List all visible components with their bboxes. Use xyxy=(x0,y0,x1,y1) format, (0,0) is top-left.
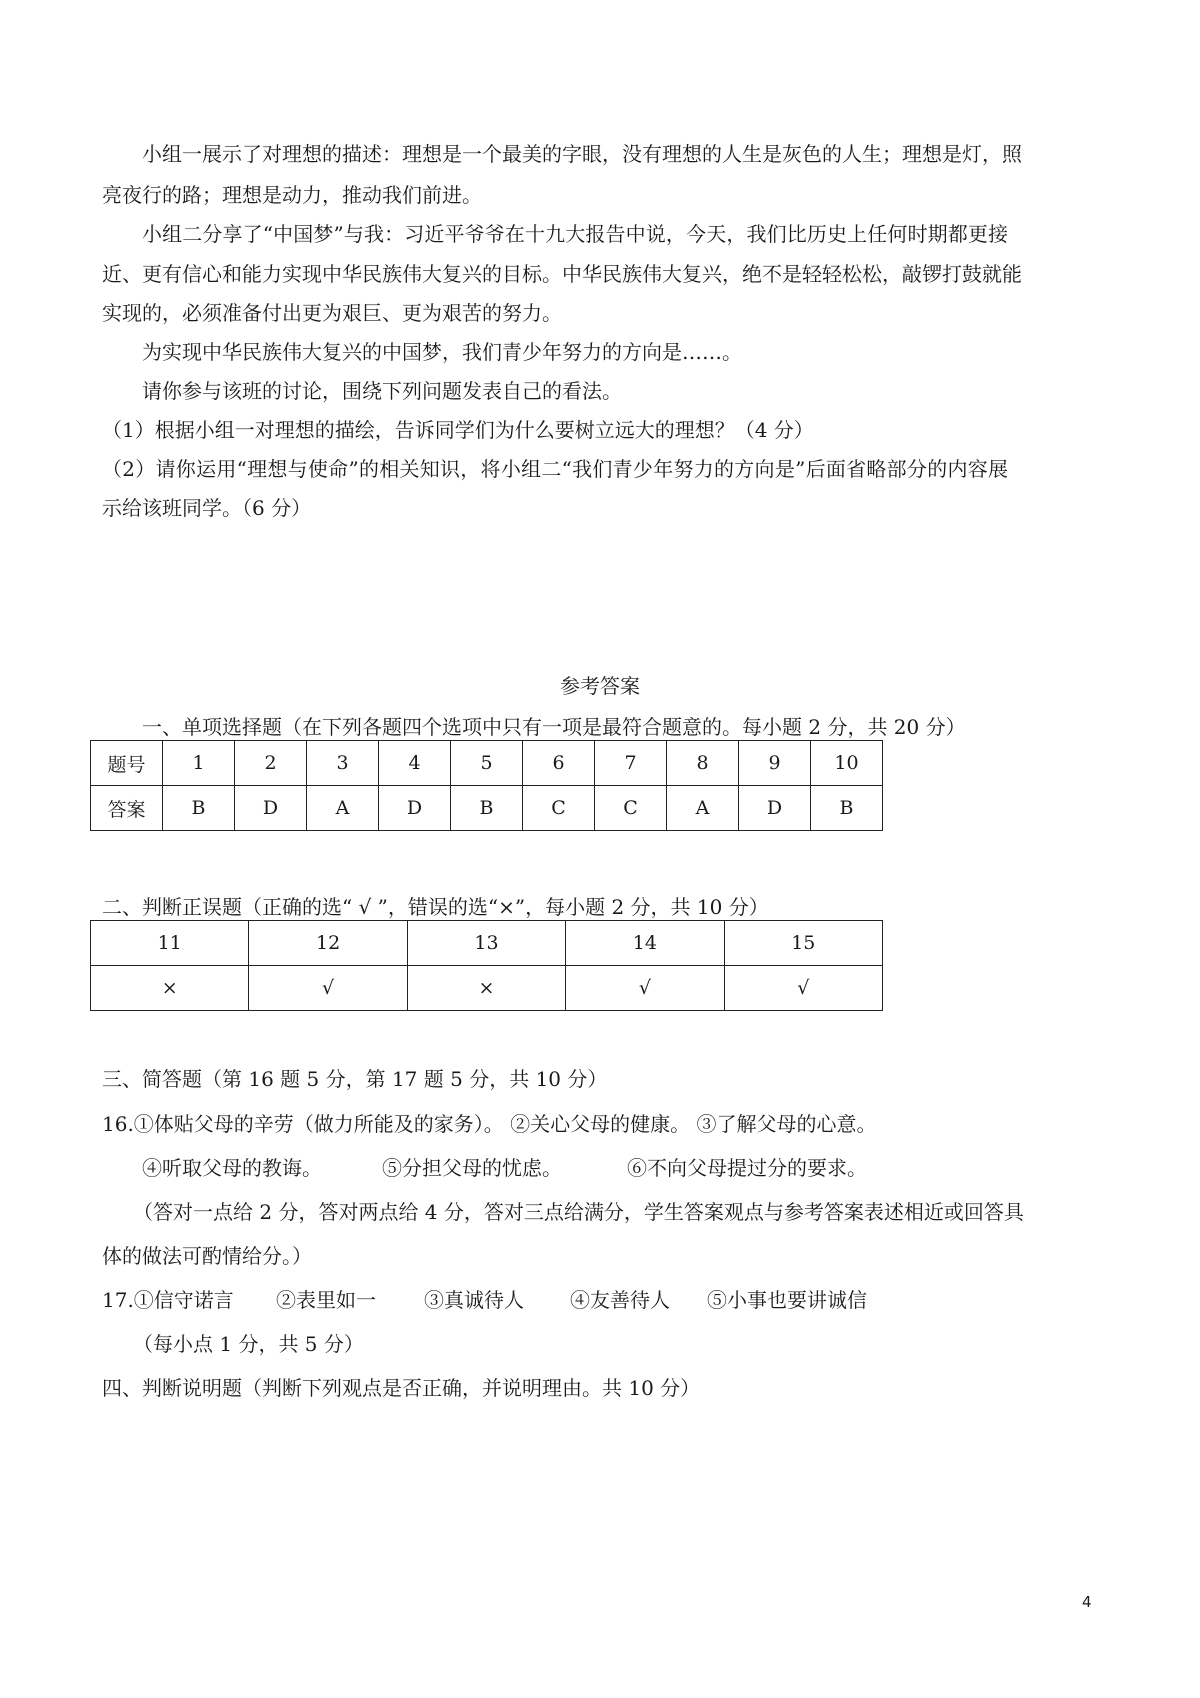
question-number-cell: 8 xyxy=(667,741,739,786)
section4-heading: 四、判断说明题（判断下列观点是否正确，并说明理由。共 10 分） xyxy=(102,1376,701,1400)
answer-17-item1: 17.①信守诺言 xyxy=(102,1288,234,1312)
answer-key-title: 参考答案 xyxy=(560,674,640,698)
question-number-cell: 10 xyxy=(811,741,883,786)
answer-cell: × xyxy=(407,966,565,1011)
answer-16-line1: 16.①体贴父母的辛劳（做力所能及的家务）。 ②关心父母的健康。 ③了解父母的心意。 xyxy=(102,1112,877,1136)
passage-p1-line2: 亮夜行的路；理想是动力，推动我们前进。 xyxy=(102,183,482,207)
passage-p1-line1: 小组一展示了对理想的描述：理想是一个最美的字眼，没有理想的人生是灰色的人生；理想是灯，照 xyxy=(142,142,1022,166)
answer-16-item4: ④听取父母的教诲。 xyxy=(142,1156,322,1180)
question-number-cell: 15 xyxy=(724,921,882,966)
question-number-cell: 2 xyxy=(235,741,307,786)
answer-cell: B xyxy=(163,786,235,831)
answer-16-item5: ⑤分担父母的忧虑。 xyxy=(382,1156,562,1180)
answer-cell: D xyxy=(235,786,307,831)
answer-17-note: （每小点 1 分，共 5 分） xyxy=(133,1332,364,1356)
table-row-answers xyxy=(91,786,883,831)
answer-17-item4: ④友善待人 xyxy=(570,1288,670,1312)
answer-16-note-line2: 体的做法可酌情给分。） xyxy=(102,1244,312,1268)
answer-cell: B xyxy=(451,786,523,831)
question-number-cell: 9 xyxy=(739,741,811,786)
table-row-answers xyxy=(91,966,883,1011)
answer-cell: D xyxy=(379,786,451,831)
passage-p2-line1: 小组二分享了“中国梦”与我：习近平爷爷在十九大报告中说，今天，我们比历史上任何时期都更接 xyxy=(142,222,1008,246)
answer-cell: √ xyxy=(566,966,724,1011)
question-number-cell: 4 xyxy=(379,741,451,786)
question-number-cell: 7 xyxy=(595,741,667,786)
answer-cell: C xyxy=(595,786,667,831)
section3-heading: 三、简答题（第 16 题 5 分，第 17 题 5 分，共 10 分） xyxy=(102,1067,608,1091)
answer-17-item2: ②表里如一 xyxy=(276,1288,376,1312)
passage-p2-line3: 实现的，必须准备付出更为艰巨、更为艰苦的努力。 xyxy=(102,301,562,325)
answer-17-item5: ⑤小事也要讲诚信 xyxy=(707,1288,867,1312)
question-2-line1: （2）请你运用“理想与使命”的相关知识，将小组二“我们青少年努力的方向是”后面省略部分的内容展 xyxy=(102,457,1008,481)
answer-16-note-line1: （答对一点给 2 分，答对两点给 4 分，答对三点给满分，学生答案观点与参考答案表述相近或回答具 xyxy=(133,1200,1024,1224)
answer-cell: × xyxy=(91,966,249,1011)
multiple-choice-answer-table xyxy=(90,740,883,831)
section2-heading: 二、判断正误题（正确的选“ √ ”，错误的选“×”，每小题 2 分，共 10 分） xyxy=(102,895,769,919)
passage-p3: 为实现中华民族伟大复兴的中国梦，我们青少年努力的方向是……。 xyxy=(142,340,742,364)
question-1: （1）根据小组一对理想的描绘，告诉同学们为什么要树立远大的理想？（4 分） xyxy=(102,418,814,442)
true-false-answer-table xyxy=(90,920,883,1011)
answer-cell: B xyxy=(811,786,883,831)
question-number-cell: 11 xyxy=(91,921,249,966)
answer-cell: √ xyxy=(249,966,407,1011)
answer-cell: D xyxy=(739,786,811,831)
question-number-cell: 1 xyxy=(163,741,235,786)
answer-16-item6: ⑥不向父母提过分的要求。 xyxy=(627,1156,867,1180)
answer-cell: A xyxy=(307,786,379,831)
question-number-cell: 12 xyxy=(249,921,407,966)
answer-cell: C xyxy=(523,786,595,831)
question-number-cell: 6 xyxy=(523,741,595,786)
question-2-line2: 示给该班同学。（6 分） xyxy=(102,496,312,520)
table-row-numbers xyxy=(91,921,883,966)
question-number-cell: 5 xyxy=(451,741,523,786)
question-number-cell: 14 xyxy=(566,921,724,966)
row-header-answer: 答案 xyxy=(91,786,163,831)
row-header-number: 题号 xyxy=(91,741,163,786)
question-number-cell: 13 xyxy=(407,921,565,966)
question-number-cell: 3 xyxy=(307,741,379,786)
table-row-numbers xyxy=(91,741,883,786)
section1-heading: 一、单项选择题（在下列各题四个选项中只有一项是最符合题意的。每小题 2 分，共 20 分） xyxy=(142,715,966,739)
passage-p2-line2: 近、更有信心和能力实现中华民族伟大复兴的目标。中华民族伟大复兴，绝不是轻轻松松，敲锣打鼓就能 xyxy=(102,262,1022,286)
answer-cell: √ xyxy=(724,966,882,1011)
answer-cell: A xyxy=(667,786,739,831)
page-number: 4 xyxy=(1082,1593,1092,1611)
passage-p4: 请你参与该班的讨论，围绕下列问题发表自己的看法。 xyxy=(142,379,622,403)
answer-17-item3: ③真诚待人 xyxy=(424,1288,524,1312)
